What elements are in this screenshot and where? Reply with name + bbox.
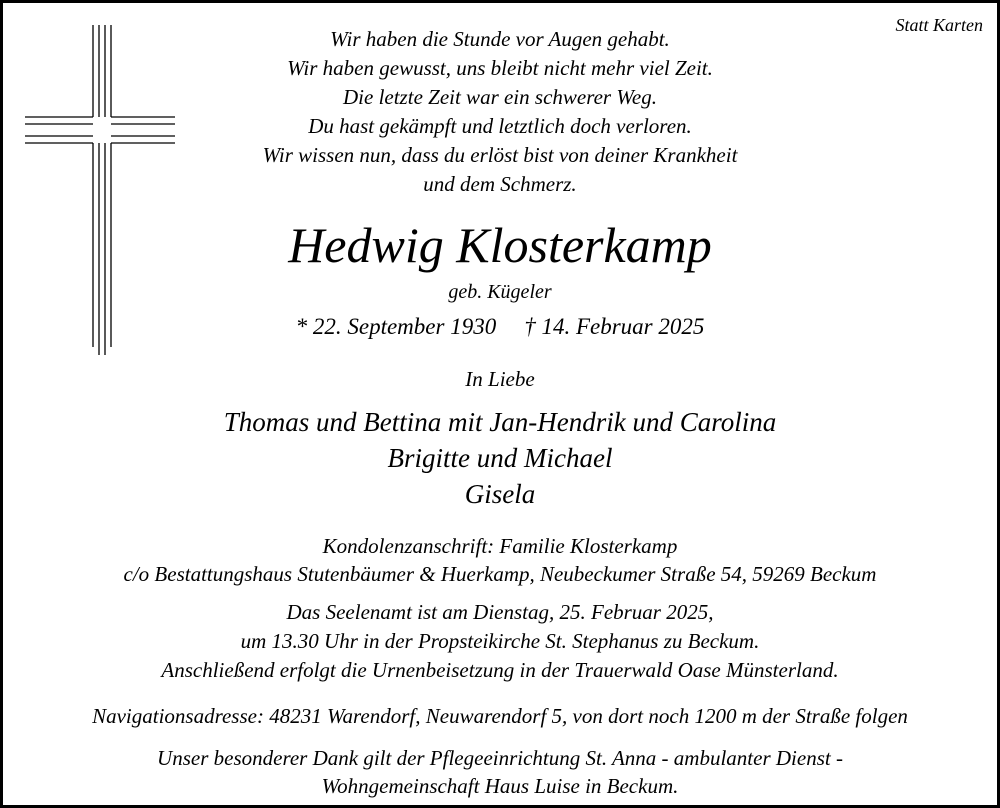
condolence-line-2: c/o Bestattungshaus Stutenbäumer & Huerkamp, Neubeckumer Straße 54, 59269 Beckum (123, 562, 877, 586)
poem-line-1: Wir haben die Stunde vor Augen gehabt. (330, 27, 670, 51)
poem-line-6: und dem Schmerz. (423, 172, 577, 196)
thanks-line-2: Wohngemeinschaft Haus Luise in Beckum. (321, 774, 679, 798)
family-line-1: Thomas und Bettina mit Jan-Hendrik und Carolina (223, 407, 777, 437)
family-line-2: Brigitte und Michael (387, 443, 613, 473)
death-date: † 14. Februar 2025 (524, 314, 705, 339)
navigation-address: Navigationsadresse: 48231 Warendorf, Neuwarendorf 5, von dort noch 1200 m der Straße folgen (92, 704, 908, 728)
family-line-3: Gisela (464, 479, 536, 509)
deceased-name: Hedwig Klosterkamp (288, 217, 712, 273)
service-line-1: Das Seelenamt ist am Dienstag, 25. Februar 2025, (286, 600, 714, 624)
birth-name: geb. Kügeler (448, 281, 552, 303)
poem-line-3: Die letzte Zeit war ein schwerer Weg. (343, 85, 657, 109)
birth-date: * 22. September 1930 (295, 314, 497, 339)
poem-line-5: Wir wissen nun, dass du erlöst bist von deiner Krankheit (262, 143, 738, 167)
life-dates (3, 313, 997, 341)
service-line-2: um 13.30 Uhr in der Propsteikirche St. Stephanus zu Beckum. (240, 629, 760, 653)
condolence-line-1: Kondolenzanschrift: Familie Klosterkamp (322, 534, 678, 558)
poem-line-2: Wir haben gewusst, uns bleibt nicht mehr viel Zeit. (287, 56, 713, 80)
service-line-3: Anschließend erfolgt die Urnenbeisetzung in der Trauerwald Oase Münsterland. (161, 658, 839, 682)
corner-note: Statt Karten (895, 15, 983, 35)
poem-line-4: Du hast gekämpft und letztlich doch verloren. (308, 114, 692, 138)
thanks-line-1: Unser besonderer Dank gilt der Pflegeeinrichtung St. Anna - ambulanter Dienst - (157, 746, 843, 770)
in-love-label: In Liebe (465, 367, 535, 391)
